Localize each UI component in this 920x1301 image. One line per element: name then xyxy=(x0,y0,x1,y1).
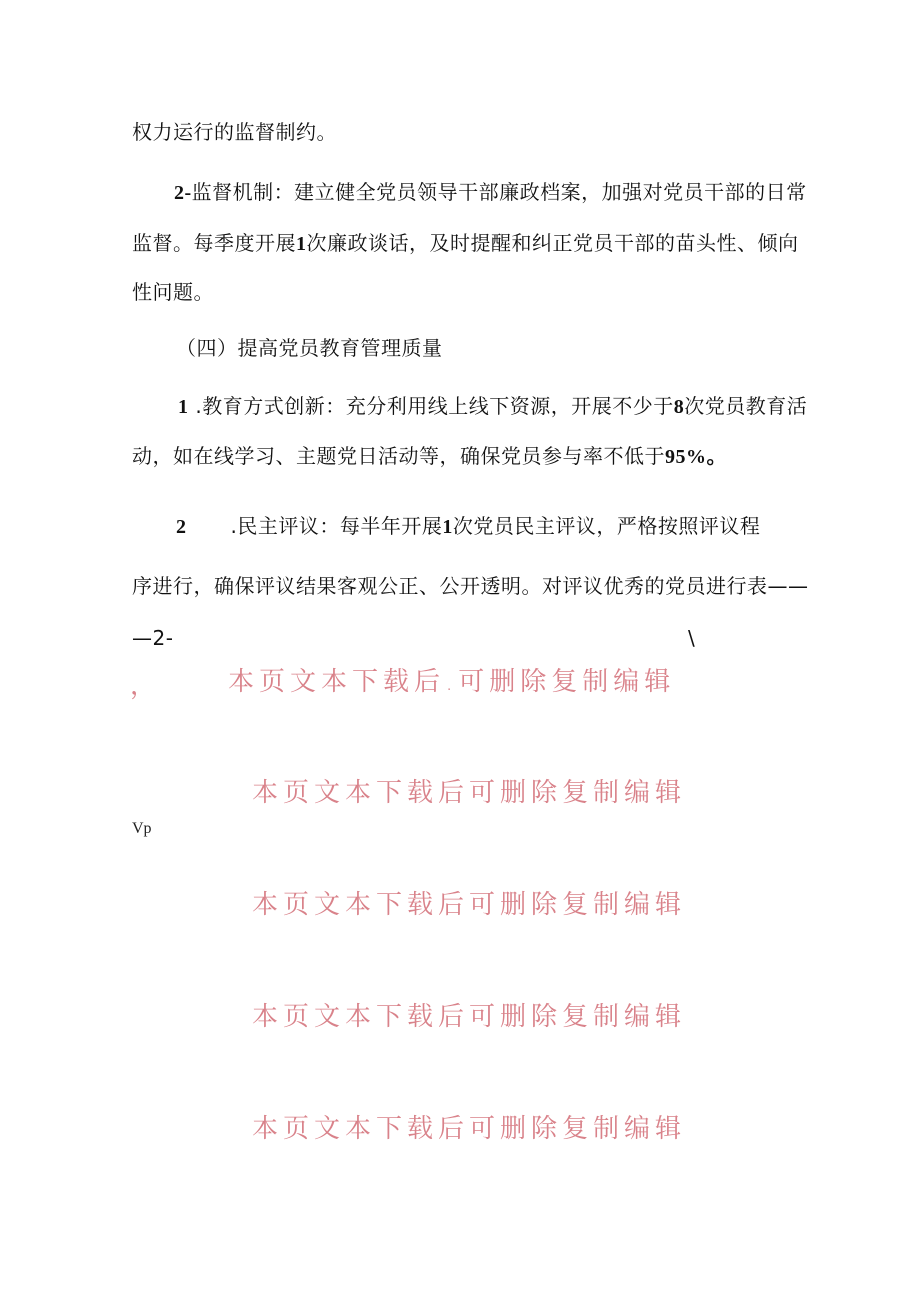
line-text: 次党员教育活 xyxy=(684,394,808,418)
line-end: 。 xyxy=(706,446,727,468)
watermark-2 xyxy=(252,777,686,809)
paragraph-line-2 xyxy=(174,178,807,207)
line-text: 序进行，确保评议结果客观公正、公开透明。对评议优秀的党员进行表—— xyxy=(132,574,809,598)
line-text: 次廉政谈话，及时提醒和纠正党员干部的苗头性、倾向 xyxy=(306,231,799,255)
number: 8 xyxy=(673,396,685,418)
item-number: 1 xyxy=(178,396,189,418)
percentage: 95% xyxy=(665,446,707,468)
page-number xyxy=(132,624,173,652)
paragraph-line-8 xyxy=(132,572,809,600)
line-text: 性问题。 xyxy=(132,280,214,304)
paragraph-line-5 xyxy=(178,392,807,421)
line-text: 权力运行的监督制约。 xyxy=(132,120,337,144)
line-text: 监督机制：建立健全党员领导干部廉政档案，加强对党员干部的日常 xyxy=(191,180,807,204)
number: 1 xyxy=(442,516,453,538)
page-number-text: —2- xyxy=(132,626,174,650)
section-heading xyxy=(176,334,443,362)
watermark-5 xyxy=(252,1113,686,1145)
watermark-text: 本页文本下载后.可删除复制编辑 xyxy=(228,667,676,697)
paragraph-line-6 xyxy=(132,442,727,471)
watermark-text: 本页文本下载后可删除复制编辑 xyxy=(252,890,687,920)
line-text: .民主评议：每半年开展 xyxy=(230,514,443,538)
watermark-3 xyxy=(252,889,686,921)
stray-text-vp xyxy=(132,820,152,838)
watermark-text: 本页文本下载后可删除复制编辑 xyxy=(252,1114,687,1144)
watermark-4 xyxy=(252,1001,686,1033)
line-text: 监督。每季度开展 xyxy=(132,231,296,255)
stray-mark xyxy=(688,624,695,652)
watermark-text: 本页文本下载后可删除复制编辑 xyxy=(252,1002,687,1032)
line-text: 动，如在线学习、主题党日活动等，确保党员参与率不低于 xyxy=(132,444,665,468)
stray-text: Vp xyxy=(132,820,152,837)
paragraph-line-7 xyxy=(176,512,760,541)
watermark-comma xyxy=(130,670,161,702)
paragraph-line-1 xyxy=(132,118,337,146)
paragraph-line-3 xyxy=(132,229,799,258)
item-number: 2- xyxy=(174,182,192,204)
line-text: 次党员民主评议，严格按照评议程 xyxy=(452,514,761,538)
watermark-text: 本页文本下载后可删除复制编辑 xyxy=(252,778,687,808)
watermark-text: ， xyxy=(130,671,162,701)
line-text: .教育方式创新：充分利用线上线下资源，开展不少于 xyxy=(188,394,674,418)
heading-text: （四）提高党员教育管理质量 xyxy=(176,336,443,360)
watermark-1 xyxy=(228,666,675,698)
number: 1 xyxy=(296,233,307,255)
slash-mark: \ xyxy=(688,626,696,650)
item-number: 2 xyxy=(176,516,187,538)
paragraph-line-4 xyxy=(132,278,214,306)
